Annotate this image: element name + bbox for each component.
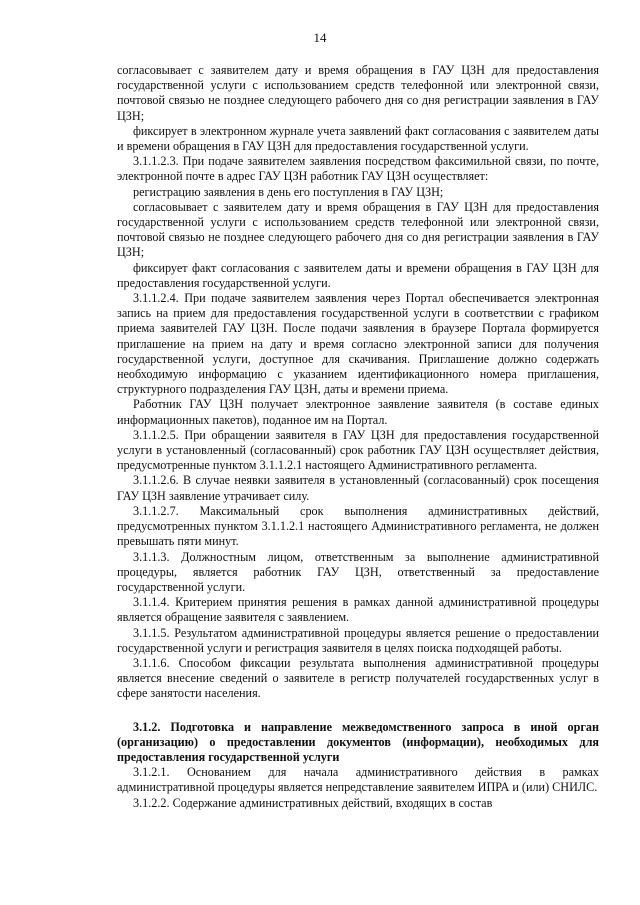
paragraph: 3.1.1.2.7. Максимальный срок выполнения административных действий, предусмотренных пунктом 3.1.1.2.1 настоящего Административного регламента, не должен превышать пяти минут. — [117, 503, 599, 549]
paragraph: согласовывает с заявителем дату и время обращения в ГАУ ЦЗН для предоставления государственной услуги с использованием средств телефонной или электронной связи, почтовой связью не позднее следующего рабочего дня со дня регистрации заявления в ГАУ ЦЗН; — [117, 199, 599, 260]
paragraph: фиксирует факт согласования с заявителем даты и времени обращения в ГАУ ЦЗН для предоставления государственной услуги. — [117, 260, 599, 290]
paragraph: 3.1.1.3. Должностным лицом, ответственным за выполнение административной процедуры, является работник ГАУ ЦЗН, ответственный за предоставление государственной услуги. — [117, 549, 599, 594]
page-number: 14 — [313, 30, 327, 45]
paragraph: 3.1.2.2. Содержание административных действий, входящих в состав — [133, 795, 493, 810]
paragraph: 3.1.2.1. Основанием для начала административного действия в рамках административной процедуры является непредставление заявителем ИПРА и (или) СНИЛС. — [117, 765, 599, 795]
paragraph: согласовывает с заявителем дату и время обращения в ГАУ ЦЗН для предоставления государственной услуги с использованием средств телефонной или электронной связи, почтовой связью не позднее следующего рабочего дня со дня регистрации заявления в ГАУ ЦЗН; — [117, 63, 599, 123]
paragraph: 3.1.1.5. Результатом административной процедуры является решение о предоставлении государственной услуги и регистрация заявителя в целях поиска подходящей работы. — [117, 625, 599, 655]
paragraph: 3.1.1.2.3. При подаче заявителем заявления посредством факсимильной связи, по почте, электронной почте в адрес ГАУ ЦЗН работник ГАУ ЦЗН осуществляет: — [117, 154, 599, 184]
paragraph: 3.1.1.2.6. В случае неявки заявителя в установленный (согласованный) срок посещения ГАУ ЦЗН заявление утрачивает силу. — [117, 473, 599, 503]
paragraph: 3.1.1.4. Критерием принятия решения в рамках данной административной процедуры является обращение заявителя с заявлением. — [117, 595, 599, 625]
paragraph: Работник ГАУ ЦЗН получает электронное заявление заявителя (в составе единых информационных пакетов), поданное им на Портал. — [117, 397, 599, 427]
paragraph: 3.1.1.2.4. При подаче заявителем заявления через Портал обеспечивается электронная запись на прием для предоставления государственной услуги в соответствии с графиком приема заявителей ГАУ ЦЗН. После подачи заявления в браузере Портала формируется приглашение на прием на дату и время согласно электронной записи для получения государственной услуги, доступное для скачивания. Приглашение должно содержать необходимую информацию с указанием идентификационного номера приглашения, структурного подразделения ГАУ ЦЗН, даты и времени приема. — [117, 291, 599, 397]
paragraph: фиксирует в электронном журнале учета заявлений факт согласования с заявителем даты и времени обращения в ГАУ ЦЗН для предоставления государственной услуги. — [117, 123, 599, 154]
paragraph: регистрацию заявления в день его поступления в ГАУ ЦЗН; — [133, 184, 444, 199]
paragraph: 3.1.1.6. Способом фиксации результата выполнения административной процедуры является внесение сведений о заявителе в регистр получателей государственных услуг в сфере занятости населения. — [117, 655, 599, 701]
section-heading: 3.1.2. Подготовка и направление межведомственного запроса в иной орган (организацию) о предоставлении документов (информации), необходимых для предоставления государственной услуги — [117, 719, 599, 764]
paragraph: 3.1.1.2.5. При обращении заявителя в ГАУ ЦЗН для предоставления государственной услуги в установленный (согласованный) срок работник ГАУ ЦЗН осуществляет действия, предусмотренные пунктом 3.1.1.2.1 настоящего Административного регламента. — [117, 427, 599, 473]
page-body — [117, 63, 599, 811]
